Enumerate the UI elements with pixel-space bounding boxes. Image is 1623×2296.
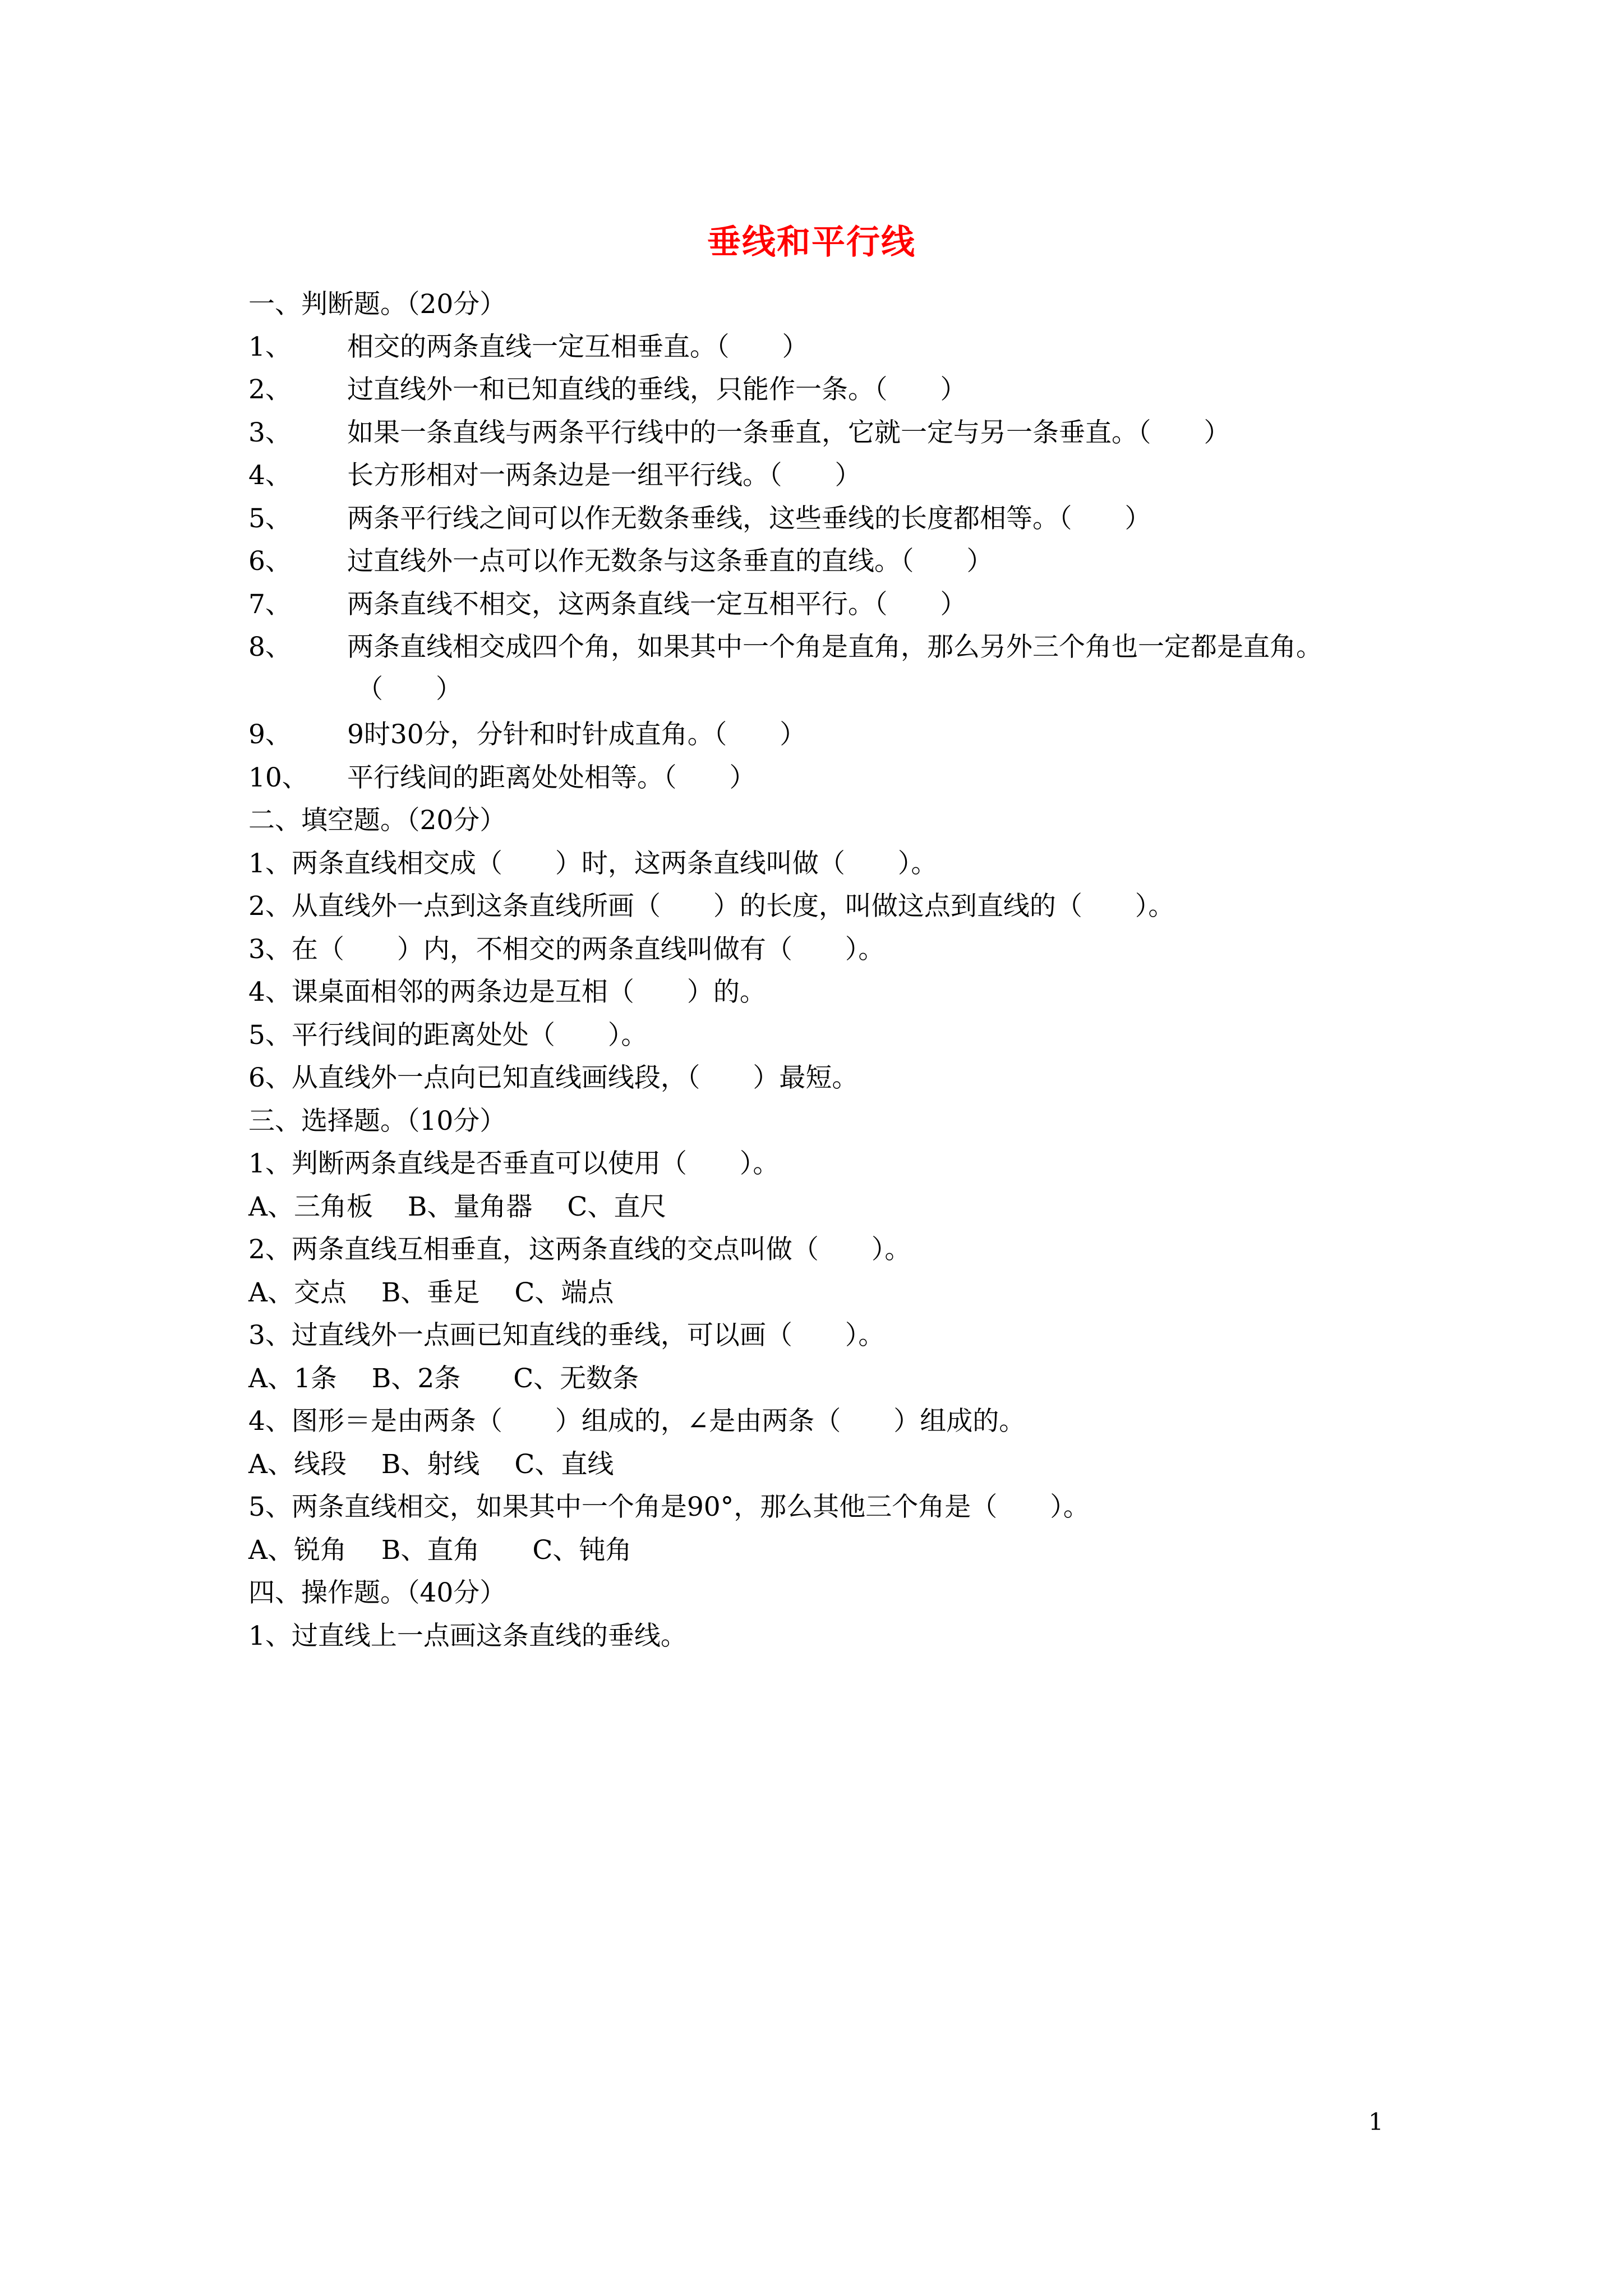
- item-text: 两条直线不相交，这两条直线一定互相平行。（ ）: [347, 589, 967, 620]
- choice-options: A、锐角 B、直角 C、钝角: [248, 1535, 632, 1566]
- item-text: 长方形相对一两条边是一组平行线。（ ）: [347, 460, 861, 491]
- fill-item: 4、课桌面相邻的两条边是互相（ ）的。: [248, 977, 766, 1007]
- section-heading-judge: 一、判断题。（20分）: [248, 289, 506, 320]
- item-number: 9、: [248, 719, 292, 750]
- fill-item: 2、从直线外一点到这条直线所画（ ）的长度，叫做这点到直线的（ ）。: [248, 891, 1175, 922]
- fill-item: 5、平行线间的距离处处（ ）。: [248, 1020, 648, 1051]
- judge-item: [248, 588, 967, 622]
- judge-item: [248, 718, 806, 752]
- item-text: 两条平行线之间可以作无数条垂线，这些垂线的长度都相等。（ ）: [347, 503, 1151, 534]
- section-heading-operate: 四、操作题。（40分）: [248, 1577, 506, 1608]
- choice-options: A、三角板 B、量角器 C、直尺: [248, 1191, 667, 1222]
- judge-item: [248, 416, 1230, 450]
- judge-item: [248, 373, 967, 407]
- choice-question: 4、图形＝是由两条（ ）组成的，∠是由两条（ ）组成的。: [248, 1406, 1026, 1437]
- item-number: 6、: [248, 546, 292, 577]
- item-number: 5、: [248, 503, 292, 534]
- item-text: 相交的两条直线一定互相垂直。（ ）: [347, 332, 809, 362]
- judge-item: [248, 631, 1322, 664]
- item-text: 过直线外一点可以作无数条与这条垂直的直线。（ ）: [347, 546, 993, 577]
- item-number: 7、: [248, 589, 292, 620]
- choice-options: A、1条 B、2条 C、无数条: [248, 1363, 639, 1394]
- choice-question: 1、判断两条直线是否垂直可以使用（ ）。: [248, 1148, 780, 1179]
- choice-options: A、线段 B、射线 C、直线: [248, 1449, 614, 1480]
- page-title: 垂线和平行线: [707, 223, 916, 262]
- item-number: 1、: [248, 332, 292, 362]
- item-text: 如果一条直线与两条平行线中的一条垂直，它就一定与另一条垂直。（ ）: [347, 417, 1230, 448]
- item-number: 10、: [248, 762, 308, 793]
- choice-question: 3、过直线外一点画已知直线的垂线，可以画（ ）。: [248, 1320, 885, 1351]
- fill-item: 3、在（ ）内，不相交的两条直线叫做有（ ）。: [248, 934, 885, 965]
- item-text: 平行线间的距离处处相等。（ ）: [347, 762, 756, 793]
- choice-question: 2、两条直线互相垂直，这两条直线的交点叫做（ ）。: [248, 1234, 911, 1265]
- item-number: 4、: [248, 460, 292, 491]
- judge-item: [248, 330, 809, 364]
- operate-item: 1、过直线上一点画这条直线的垂线。: [248, 1621, 687, 1651]
- item-text: 两条直线相交成四个角，如果其中一个角是直角，那么另外三个角也一定都是直角。: [347, 632, 1322, 662]
- choice-question: 5、两条直线相交，如果其中一个角是90°，那么其他三个角是（ ）。: [248, 1492, 1090, 1522]
- judge-item: [248, 459, 861, 493]
- judge-item: [248, 545, 993, 578]
- judge-item-continuation: （ ）: [357, 674, 462, 705]
- item-text: 9时30分，分针和时针成直角。（ ）: [347, 719, 806, 750]
- page-number: 1: [1368, 2108, 1384, 2136]
- fill-item: 6、从直线外一点向已知直线画线段，（ ）最短。: [248, 1062, 859, 1093]
- judge-item: [248, 761, 756, 795]
- judge-item: [248, 502, 1151, 536]
- item-number: 3、: [248, 417, 292, 448]
- section-heading-choice: 三、选择题。（10分）: [248, 1106, 506, 1137]
- fill-item: 1、两条直线相交成（ ）时，这两条直线叫做（ ）。: [248, 848, 938, 879]
- item-number: 2、: [248, 374, 292, 405]
- choice-options: A、交点 B、垂足 C、端点: [248, 1277, 614, 1308]
- item-number: 8、: [248, 632, 292, 662]
- item-text: 过直线外一和已知直线的垂线，只能作一条。（ ）: [347, 374, 967, 405]
- section-heading-fill: 二、填空题。（20分）: [248, 805, 506, 836]
